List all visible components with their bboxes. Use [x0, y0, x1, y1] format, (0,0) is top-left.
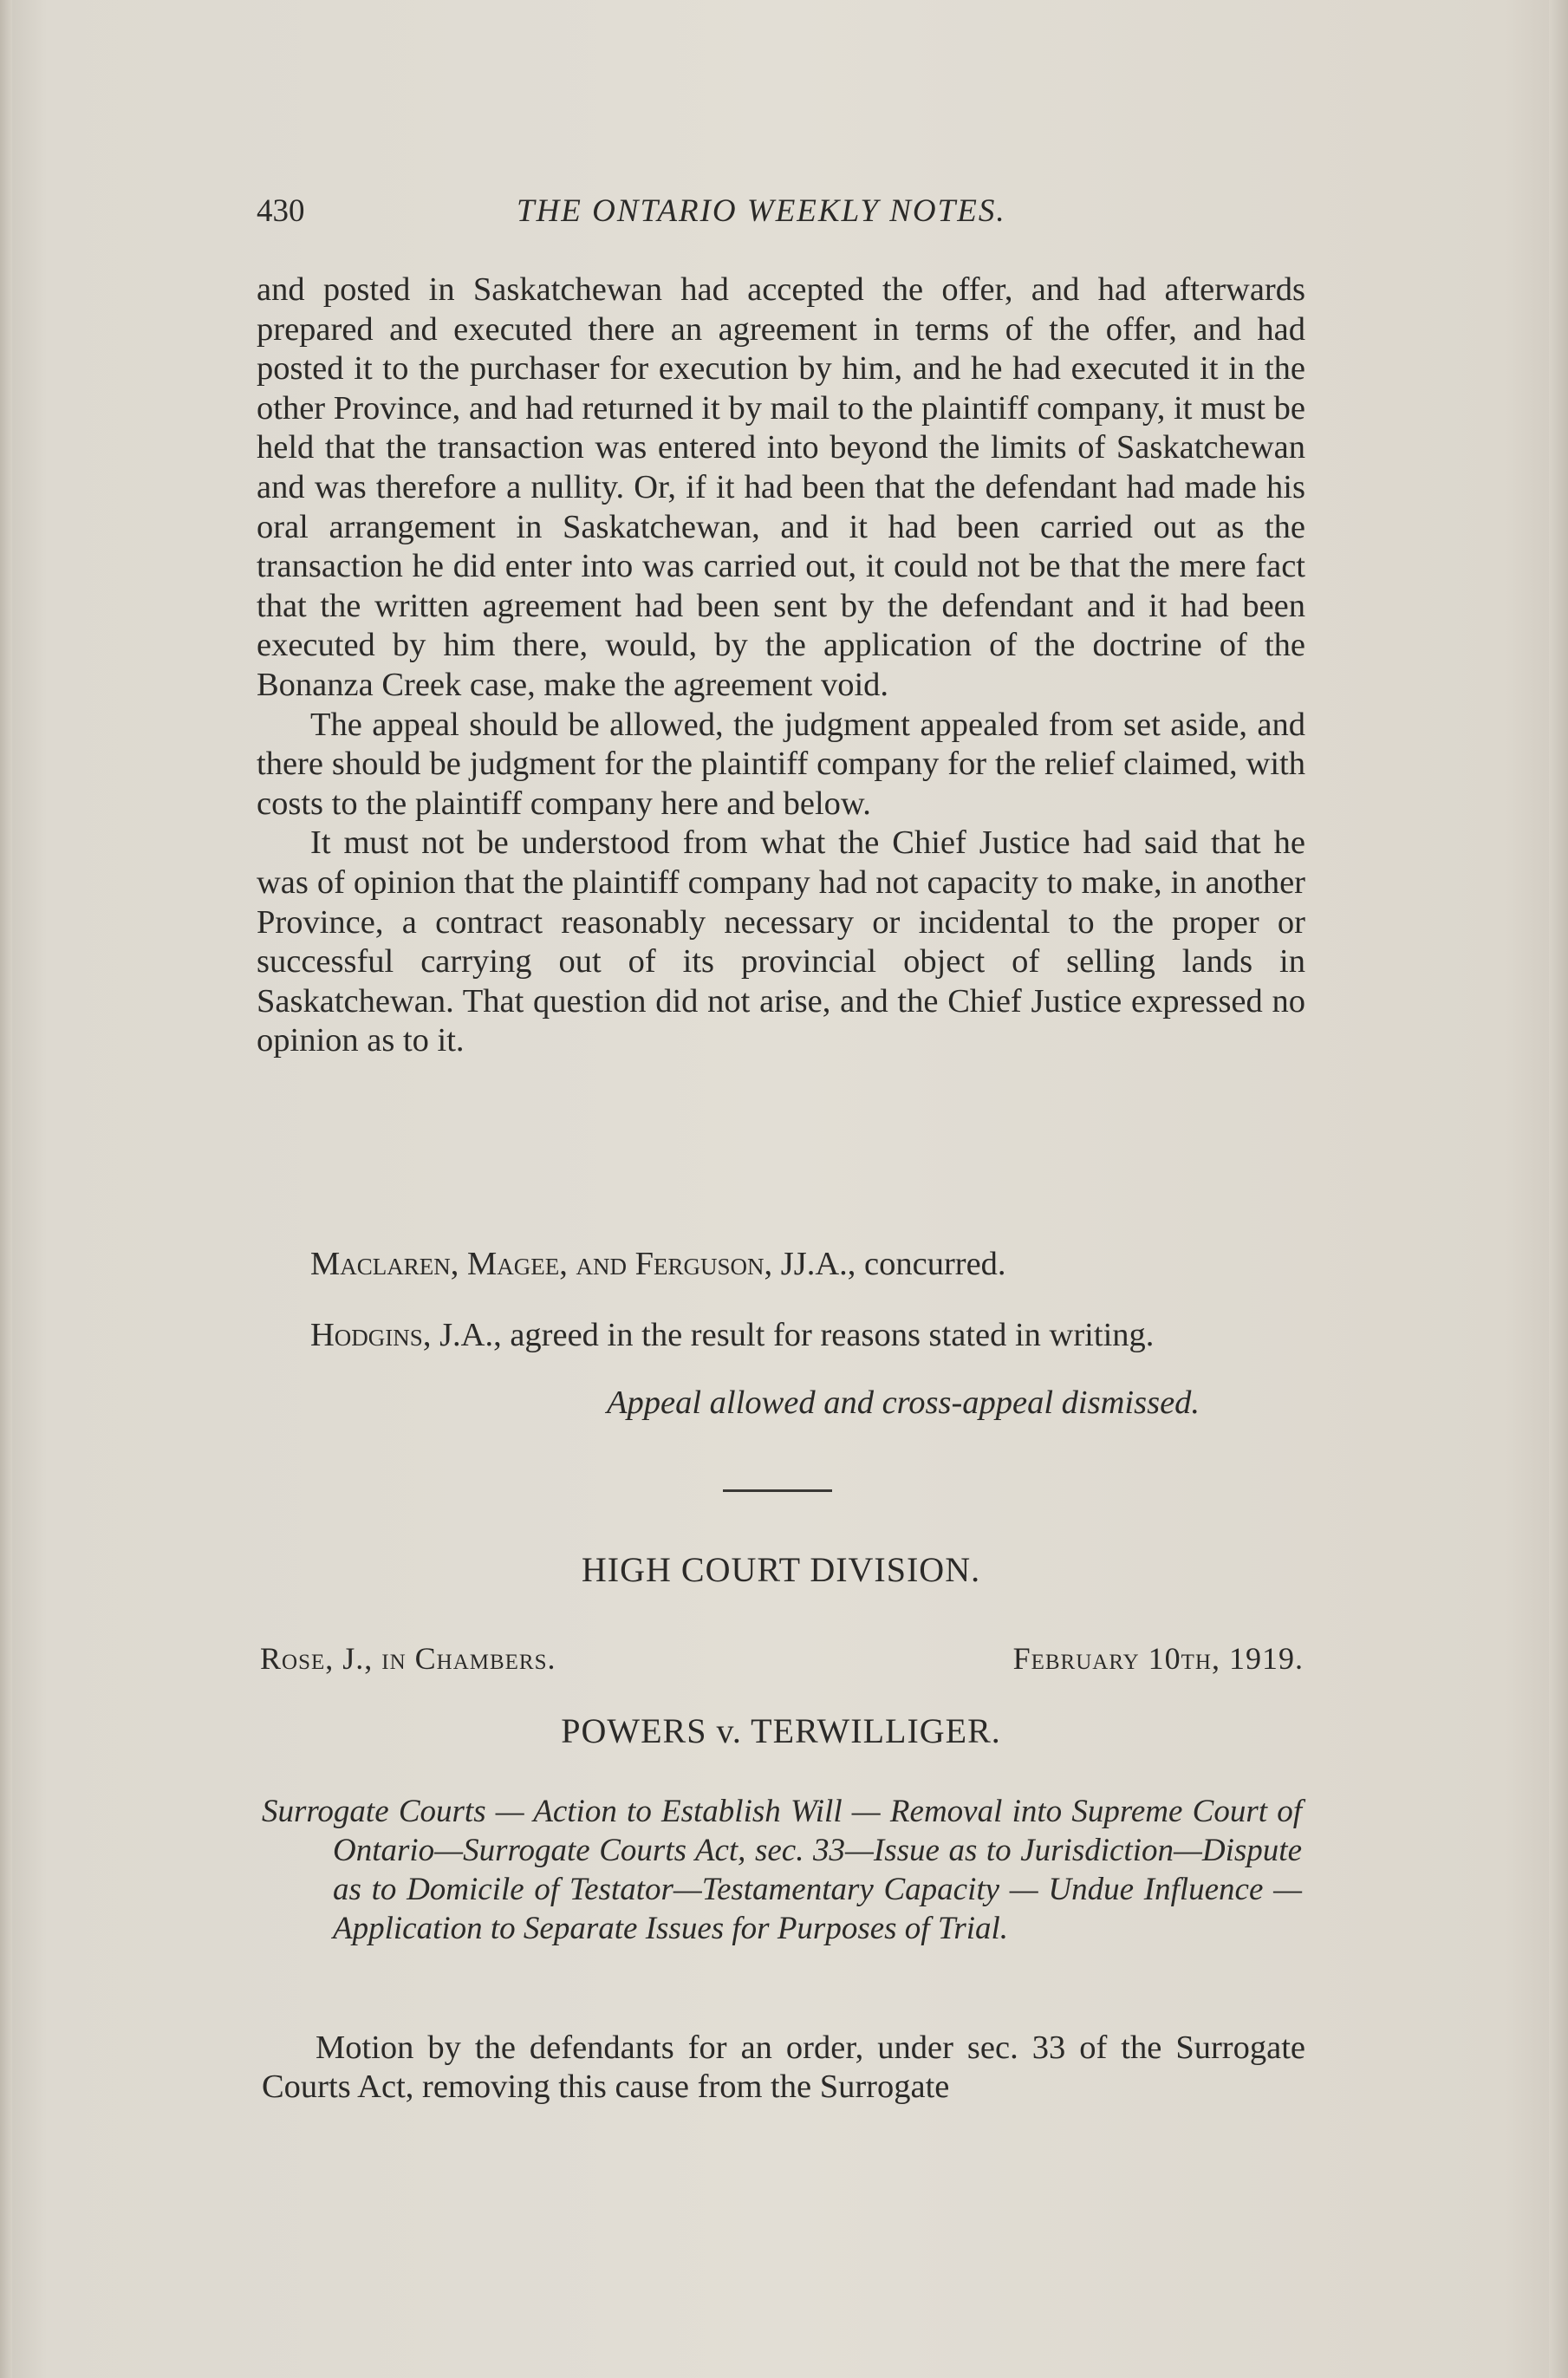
paragraph-disposition: The appeal should be allowed, the judgment appealed from set aside, and there should be judgment for the plaintiff company for the relief claimed, with costs to the plaintiff company here and below.: [257, 706, 1305, 822]
motion-text: Motion by the defendants for an order, under sec. 33 of the Surrogate Courts Act, removing this cause from the Surrogate: [262, 2029, 1305, 2105]
page-right-edge: [1549, 0, 1568, 2378]
motion-paragraph: [262, 2029, 1305, 2107]
headnote-text: Surrogate Courts — Action to Establish Will — Removal into Supreme Court of Ontario—Surrogate Courts Act, sec. 33—Issue as to Jurisdiction—Dispute as to Domicile of Testator—Testamentary Capacity — Undue Influence — Application to Separate Issues for Purposes of Trial.: [262, 1794, 1302, 1946]
page-number: 430: [257, 193, 305, 229]
page-left-edge: [0, 0, 12, 2378]
section-heading: HIGH COURT DIVISION.: [581, 1550, 981, 1589]
paragraph-capacity: It must not be understood from what the Chief Justice had said that he was of opinion that the plaintiff company had not capacity to make, in another Province, a contract reasonably necessary or incidental to the proper or successful carrying out of its provincial object of selling lands in Saskatchewan. That question did not arise, and the Chief Justice expressed no opinion as to it.: [257, 824, 1305, 1059]
presiding-judge: Rose, J., in Chambers.: [260, 1641, 556, 1676]
judgment-body: [257, 270, 1305, 1061]
case-disposition: Appeal allowed and cross-appeal dismissed.: [607, 1384, 1200, 1421]
decision-date: February 10th, 1919.: [1012, 1641, 1304, 1676]
concurrence-line: [310, 1245, 1006, 1283]
concurrence-suffix: , JJ.A., concurred.: [764, 1246, 1006, 1282]
running-title: THE ONTARIO WEEKLY NOTES.: [517, 193, 1006, 229]
running-header: [257, 192, 1305, 236]
paragraph-continuation: and posted in Saskatchewan had accepted the offer, and had afterwards prepared and executed there an agreement in terms of the offer, and had posted it to the purchaser for execution by him, and he had executed it in the other Province, and had returned it by mail to the plaintiff company, it must be held that the transaction was entered into beyond the limits of Saskatchewan and was therefore a nullity. Or, if it had been that the defendant had made his oral arrangement in Saskatchewan, and it had been carried out as the transaction he did enter into was carried out, it could not be that the mere fact that the written agreement had been sent by the defendant and it had been executed by him there, would, by the application of the doctrine of the Bonanza Creek case, make the agreement void.: [257, 271, 1305, 703]
separate-suffix: , J.A., agreed in the result for reasons stated in writing.: [422, 1317, 1155, 1353]
separate-opinion-line: [310, 1316, 1154, 1354]
case-title: POWERS v. TERWILLIGER.: [561, 1711, 1001, 1750]
section-divider: [723, 1489, 832, 1492]
separate-judge: Hodgins: [310, 1317, 423, 1353]
concurring-judges: Maclaren, Magee, and Ferguson: [310, 1246, 764, 1282]
headnote: [262, 1792, 1302, 1948]
